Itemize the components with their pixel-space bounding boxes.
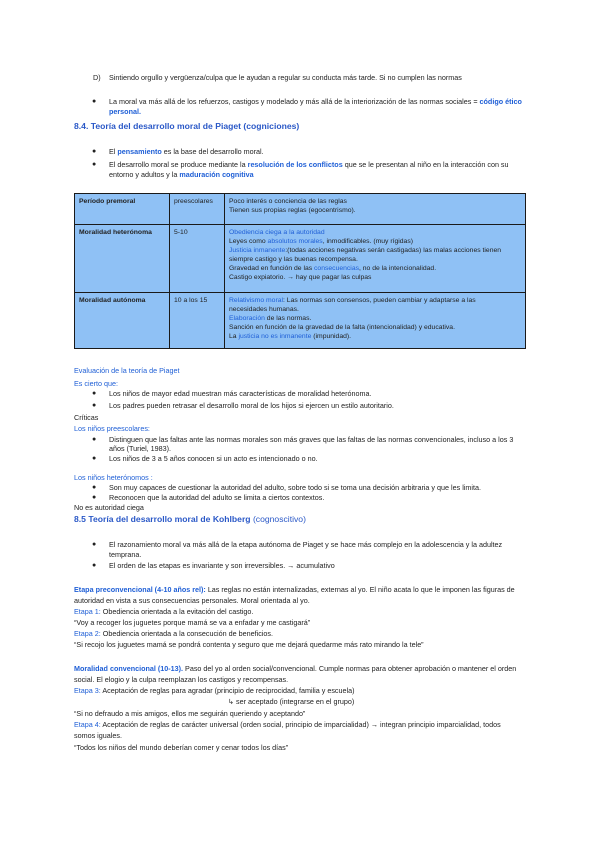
quote-1: “Voy a recoger los juguetes porque mamá se va a enfadar y me castigará” [74,618,311,627]
quote-2: “Si recojo los juguetes mamá se pondrá contenta y seguro que me dejará quedarme más rato mirando la tele” [74,640,424,649]
cell-text: La [229,333,237,340]
cell-text: Leyes como [229,238,266,245]
preescolares-item-cont: años (Turiel, 1983). [109,444,172,453]
etapa-4-line [74,720,501,729]
preescolares-label: Los niños preescolares: [74,424,150,433]
es-cierto-item: Los niños de mayor edad muestran más características de moralidad heterónoma. [109,389,372,398]
table-cell: Período premoral [75,194,170,225]
s85-bullet-2: El orden de las etapas es invariante y son irreversibles. → acumulativo [109,561,335,570]
cell-text: : Las normas son consensos, pueden cambiar y adaptarse a las [283,297,476,304]
table-row [75,293,526,349]
heteronomos-item: Son muy capaces de cuestionar la autoridad del adulto, sobre todo si se toma una decisión arbitraria y que les limita. [109,483,481,492]
etapa-4-text: Aceptación de reglas de carácter universal (orden social, principio de imparcialidad) → integran principio imparcialidad, todos [102,720,501,729]
s85-bullet-1-cont: temprana. [109,550,142,559]
table-cell: 10 a los 15 [170,293,225,349]
quote-3: “Si no defraudo a mis amigos, ellos me seguirán queriendo y aceptando” [74,709,306,718]
evaluation-title: Evaluación de la teoría de Piaget [74,366,180,375]
cell-highlight: Relativismo moral [229,297,284,304]
bullet-icon: ● [92,541,97,548]
bullet-icon: ● [92,562,97,569]
bullet-icon: ● [92,455,97,462]
preconvencional-line [74,585,515,594]
s84-b1-post: es la base del desarrollo moral. [163,147,264,156]
etapa-3-sub: ↳ ser aceptado (integrarse en el grupo) [228,697,355,706]
etapa-1-text: Obediencia orientada a la evitación del castigo. [102,607,254,616]
table-cell: preescolares [170,194,225,225]
cell-line: Obediencia ciega a la autoridad [229,229,325,236]
s84-bullet-2 [109,160,509,169]
cell-line: Tienen sus propias reglas (egocentrismo). [229,207,356,214]
etapa-1-label: Etapa 1: [74,607,101,616]
cell-line [229,332,521,341]
list-marker-d: D) [93,73,101,82]
etapa-4-label: Etapa 4: [74,720,101,729]
section-heading-8-4: 8.4. Teoría del desarrollo moral de Piaget (cogniciones) [74,121,300,131]
cell-text: :(todas acciones negativas serán castigadas) las malas acciones tienen [285,247,502,254]
table-cell: Moralidad heterónoma [75,225,170,293]
s84-b2-highlight-1: resolución de los conflictos [247,160,343,169]
etapa-2-line [74,629,273,638]
cell-text: , no de la intencionalidad. [359,265,437,272]
es-cierto-label: Es cierto que: [74,379,118,388]
cell-line: necesidades humanas. [229,306,299,313]
s84-b2-mid: que se le presentan al niño en la interacción con su [344,160,509,169]
table-cell: Moralidad autónoma [75,293,170,349]
preconvencional-text: Las reglas no están internalizadas, externas al yo. El niño acata lo que le imponen las figuras de [207,585,515,594]
cell-line [229,237,521,246]
bullet-icon: ● [92,494,97,501]
intro-highlight-cont: personal. [109,107,141,116]
table-row [75,225,526,293]
table-cell: 5-10 [170,225,225,293]
intro-bullet-line [109,97,522,106]
cell-highlight: absolutos morales [267,238,323,245]
s84-bullet-1 [109,147,264,156]
bullet-icon: ● [92,436,97,443]
cell-text: de las normas. [266,315,312,322]
cell-line [229,296,521,305]
cell-highlight: justicia no es inmanente [238,333,312,340]
criticas-label: Críticas [74,413,99,422]
heteronomos-item: Reconocen que la autoridad del adulto se limita a ciertos contextos. [109,493,325,502]
cell-highlight: Justicia inmanente [229,247,286,254]
es-cierto-item: Los padres pueden retrasar el desarrollo moral de los hijos si ejercen un estilo autoritario. [109,401,394,410]
convencional-line-2: social. El elogio y la culpa reemplazan los castigos y recompensas. [74,675,289,684]
cell-highlight: Elaboración [229,315,265,322]
cell-highlight: consecuencias [314,265,359,272]
convencional-label: Moralidad convencional (10-13). [74,664,184,673]
bullet-icon: ● [92,98,97,105]
bullet-icon: ● [92,148,97,155]
piaget-stages-table [74,193,526,349]
preconvencional-line-2: autoridad en vista a sus consecuencias personales. Moral orientada al yo. [74,596,310,605]
preconvencional-label: Etapa preconvencional (4-10 años rel): [74,585,206,594]
etapa-3-line [74,686,355,695]
section-heading-8-5 [74,514,306,524]
cell-line [229,314,521,323]
table-row [75,194,526,225]
etapa-2-text: Obediencia orientada a la consecución de beneficios. [102,629,274,638]
s84-b2-line2-pre: entorno y adultos y la [109,170,178,179]
s84-b2-pre: El desarrollo moral se produce mediante la [109,160,246,169]
etapa-4-cont: somos iguales. [74,731,122,740]
cell-text: , inmodificables. (muy rígidas) [322,238,413,245]
etapa-3-text: Aceptación de reglas para agradar (principio de reciprocidad, familia y escuela) [102,686,355,695]
heading-plain: (cognoscitivo) [252,514,306,524]
etapa-1-line [74,607,253,616]
preescolares-item: Distinguen que las faltas ante las normas morales son más graves que las faltas de las normas convencionales, incluso a los 3 [109,435,514,444]
convencional-line [74,664,516,673]
table-cell [225,194,526,225]
heteronomos-label: Los niños heterónomos : [74,473,153,482]
preescolares-item: Los niños de 3 a 5 años conocen si un acto es intencionado o no. [109,454,318,463]
s84-b1-pre: El [109,147,116,156]
cell-line: siempre castigo y las buenas recompensa. [229,256,358,263]
table-cell [225,225,526,293]
cell-line [229,264,521,273]
quote-4: “Todos los niños del mundo deberían comer y cenar todos los días” [74,743,289,752]
bullet-icon: ● [92,402,97,409]
convencional-text: Paso del yo al orden social/convencional. Cumple normas para obtener aprobación o mantener el orden [185,664,517,673]
etapa-3-label: Etapa 3: [74,686,101,695]
etapa-2-label: Etapa 2: [74,629,101,638]
item-d-text: Sintiendo orgullo y vergüenza/culpa que le ayudan a regular su conducta más tarde. Si no cumplen las normas [109,73,462,82]
heading-bold: 8.5 Teoría del desarrollo moral de Kohlberg [74,514,251,524]
cell-line: Poco interés o conciencia de las reglas [229,198,347,205]
s84-b1-highlight: pensamiento [117,147,162,156]
s84-b2-highlight-2: maduración cognitiva [179,170,254,179]
s85-bullet-1: El razonamiento moral va más allá de la etapa autónoma de Piaget y se hace más complejo en la adolescencia y la adultez [109,540,503,549]
cell-text: (impunidad). [313,333,352,340]
table-cell [225,293,526,349]
s84-bullet-2-cont [109,170,254,179]
cell-line: Castigo expiatorio. → hay que pagar las culpas [229,274,372,281]
no-autoridad-text: No es autoridad ciega [74,503,144,512]
intro-bullet-text: La moral va más allá de los refuerzos, castigos y modelado y más allá de la interiorización de las normas sociales = [109,97,478,106]
bullet-icon: ● [92,484,97,491]
bullet-icon: ● [92,390,97,397]
bullet-icon: ● [92,161,97,168]
intro-highlight: código ético [479,97,522,106]
cell-line: Sanción en función de la gravedad de la falta (intencionalidad) y educativa. [229,324,455,331]
cell-line [229,246,521,255]
cell-text: Gravedad en función de las [229,265,313,272]
